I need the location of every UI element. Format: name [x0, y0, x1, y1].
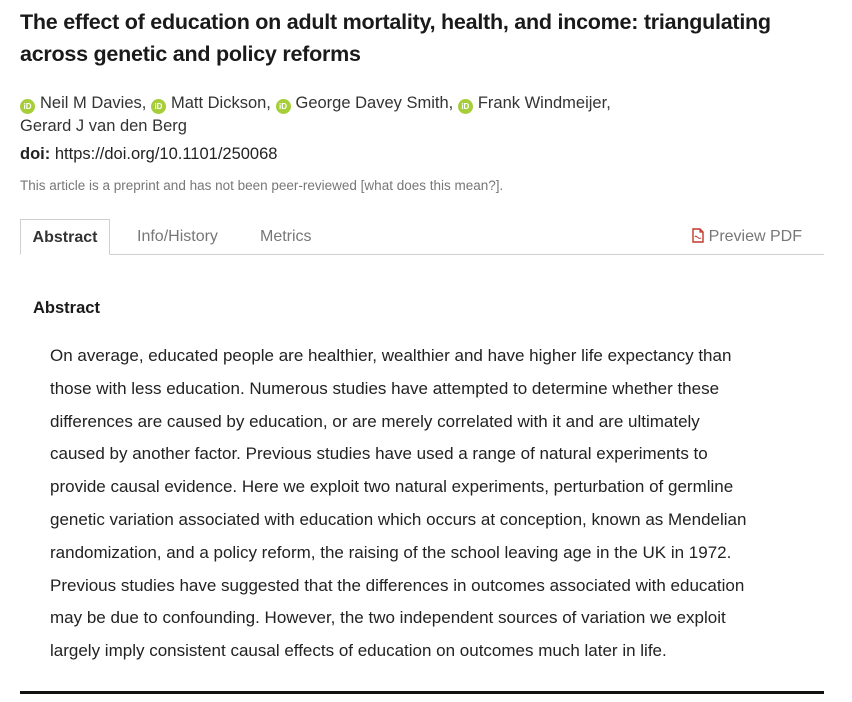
pdf-file-icon [692, 221, 704, 256]
tab-metrics[interactable]: Metrics [260, 228, 312, 245]
tab-info-history[interactable]: Info/History [137, 228, 218, 245]
abstract-line: On average, educated people are healthier, wealthier and have higher life expectancy than [50, 346, 732, 365]
abstract-line: may be due to confounding. However, the two independent sources of variation we exploit [50, 608, 726, 628]
author-list [20, 92, 820, 138]
abstract-line: caused by another factor. Previous studies have used a range of natural experiments to [50, 444, 708, 464]
article-tabs [20, 219, 824, 255]
author-name[interactable]: Matt Dickson, [170, 94, 271, 112]
preview-pdf-label: Preview PDF [708, 228, 802, 245]
author-name[interactable]: Neil M Davies, [40, 94, 147, 112]
orcid-icon[interactable]: iD [458, 99, 473, 114]
author-1[interactable] [20, 94, 146, 112]
author-name[interactable]: Frank Windmeijer, [477, 94, 611, 112]
tab-abstract[interactable]: Abstract [20, 219, 110, 255]
author-2[interactable] [151, 94, 271, 112]
abstract-line: genetic variation associated with education which occurs at conception, known as Mendelian [50, 509, 747, 529]
abstract-line: largely imply consistent causal effects of education on outcomes much later in life. [50, 641, 667, 661]
doi-line [20, 143, 277, 165]
abstract-heading: Abstract [33, 299, 100, 317]
author-5[interactable] [20, 117, 187, 135]
author-4[interactable] [458, 94, 611, 112]
abstract-line: those with less education. Numerous studies have attempted to determine whether these [50, 378, 720, 398]
orcid-icon[interactable]: iD [20, 99, 35, 114]
author-name[interactable]: George Davey Smith, [295, 94, 454, 112]
abstract-body [50, 340, 810, 668]
orcid-icon[interactable]: iD [151, 99, 166, 114]
article-title: The effect of education on adult mortality, health, and income: triangulating across genetic and policy reforms [20, 10, 771, 66]
abstract-line: differences are caused by education, or are merely correlated with it and are ultimately [50, 411, 700, 431]
section-divider [20, 691, 824, 694]
doi-link[interactable]: https://doi.org/10.1101/250068 [54, 145, 278, 163]
abstract-line: Previous studies have suggested that the differences in outcomes associated with education [50, 575, 745, 595]
abstract-line: provide causal evidence. Here we exploit two natural experiments, perturbation of germline [50, 477, 734, 497]
orcid-icon[interactable]: iD [276, 99, 291, 114]
abstract-line: randomization, and a policy reform, the raising of the school leaving age in the UK in 1972. [50, 542, 732, 562]
preprint-notice[interactable]: This article is a preprint and has not been peer-reviewed [what does this mean?]. [20, 178, 504, 193]
doi-label: doi: [20, 145, 51, 163]
author-name[interactable]: Gerard J van den Berg [20, 117, 187, 135]
preview-pdf-button[interactable] [692, 219, 802, 254]
author-3[interactable] [276, 94, 454, 112]
